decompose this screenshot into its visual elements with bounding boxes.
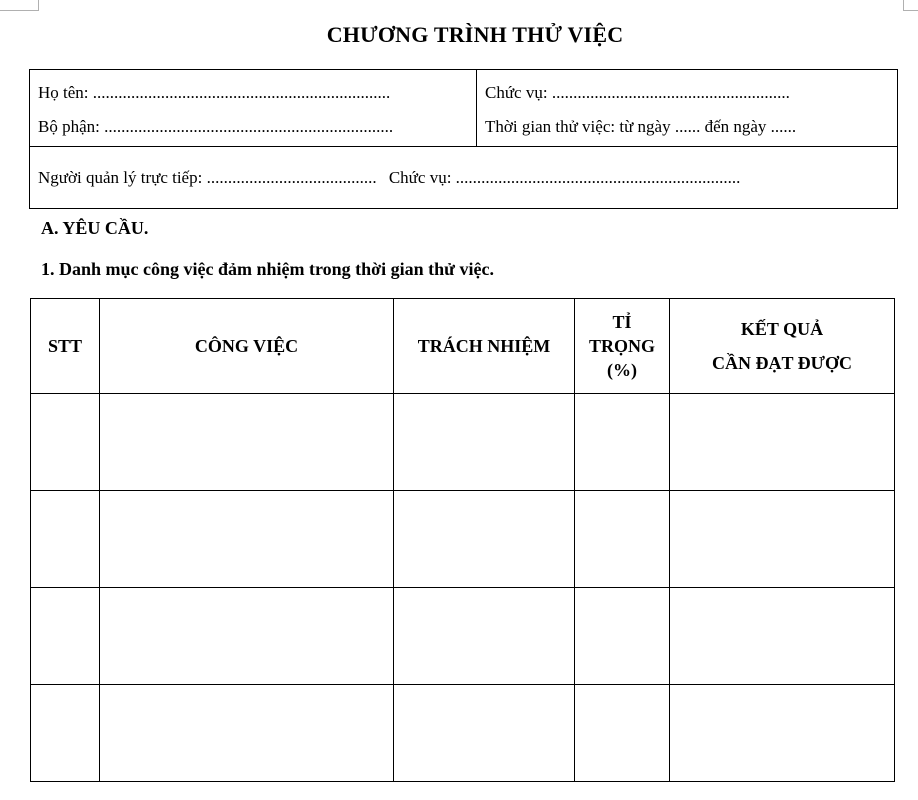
employee-info-table bbox=[29, 69, 898, 209]
full-name-field[interactable]: Họ tên: ...................................................................... bbox=[38, 83, 391, 102]
header-result-line2: CẦN ĐẠT ĐƯỢC bbox=[711, 353, 852, 373]
cell-stt[interactable] bbox=[31, 685, 100, 782]
cell-responsibility[interactable] bbox=[394, 685, 575, 782]
cell-task[interactable] bbox=[100, 685, 394, 782]
table-row bbox=[31, 588, 895, 685]
cell-task[interactable] bbox=[100, 394, 394, 491]
info-cell-manager bbox=[30, 147, 898, 209]
table-row bbox=[31, 685, 895, 782]
header-result-line1: KẾT QUẢ bbox=[740, 319, 824, 339]
cell-stt[interactable] bbox=[31, 394, 100, 491]
cell-result[interactable] bbox=[670, 588, 895, 685]
cell-weight[interactable] bbox=[575, 685, 670, 782]
info-cell-left bbox=[30, 70, 477, 147]
document-title: CHƯƠNG TRÌNH THỬ VIỆC bbox=[326, 22, 624, 47]
header-weight bbox=[575, 299, 670, 394]
header-result bbox=[670, 299, 895, 394]
position-field[interactable]: Chức vụ: ........................................................ bbox=[485, 83, 790, 102]
cell-weight[interactable] bbox=[575, 491, 670, 588]
cell-responsibility[interactable] bbox=[394, 588, 575, 685]
cell-task[interactable] bbox=[100, 491, 394, 588]
info-cell-right bbox=[477, 70, 898, 147]
page-corner-mark-right bbox=[903, 0, 918, 11]
cell-task[interactable] bbox=[100, 588, 394, 685]
cell-stt[interactable] bbox=[31, 588, 100, 685]
cell-weight[interactable] bbox=[575, 588, 670, 685]
header-responsibility: TRÁCH NHIỆM bbox=[394, 299, 575, 394]
cell-weight[interactable] bbox=[575, 394, 670, 491]
cell-responsibility[interactable] bbox=[394, 394, 575, 491]
department-field[interactable]: Bộ phận: .................................................................... bbox=[38, 117, 394, 136]
header-task: CÔNG VIỆC bbox=[100, 299, 394, 394]
cell-result[interactable] bbox=[670, 394, 895, 491]
table-row bbox=[31, 394, 895, 491]
page-corner-mark-left bbox=[0, 0, 39, 11]
manager-position-field[interactable]: Chức vụ: ................................................................... bbox=[388, 168, 741, 187]
section-1-heading: 1. Danh mục công việc đảm nhiệm trong thời gian thử việc. bbox=[41, 259, 494, 279]
section-a-heading: A. YÊU CẦU. bbox=[41, 218, 149, 238]
cell-result[interactable] bbox=[670, 491, 895, 588]
cell-responsibility[interactable] bbox=[394, 491, 575, 588]
header-weight-line2: TRỌNG bbox=[588, 336, 655, 356]
task-list-table bbox=[30, 298, 895, 782]
header-weight-line1: TỈ bbox=[612, 312, 632, 332]
cell-stt[interactable] bbox=[31, 491, 100, 588]
table-header-row bbox=[31, 299, 895, 394]
probation-period-field[interactable]: Thời gian thử việc: từ ngày ...... đến ngày ...... bbox=[485, 117, 797, 136]
info-row-manager bbox=[30, 147, 898, 209]
header-stt: STT bbox=[31, 299, 100, 394]
cell-result[interactable] bbox=[670, 685, 895, 782]
header-weight-line3: (%) bbox=[607, 360, 637, 380]
info-row-employee bbox=[30, 70, 898, 147]
direct-manager-field[interactable]: Người quản lý trực tiếp: ........................................ bbox=[38, 168, 377, 187]
table-row bbox=[31, 491, 895, 588]
